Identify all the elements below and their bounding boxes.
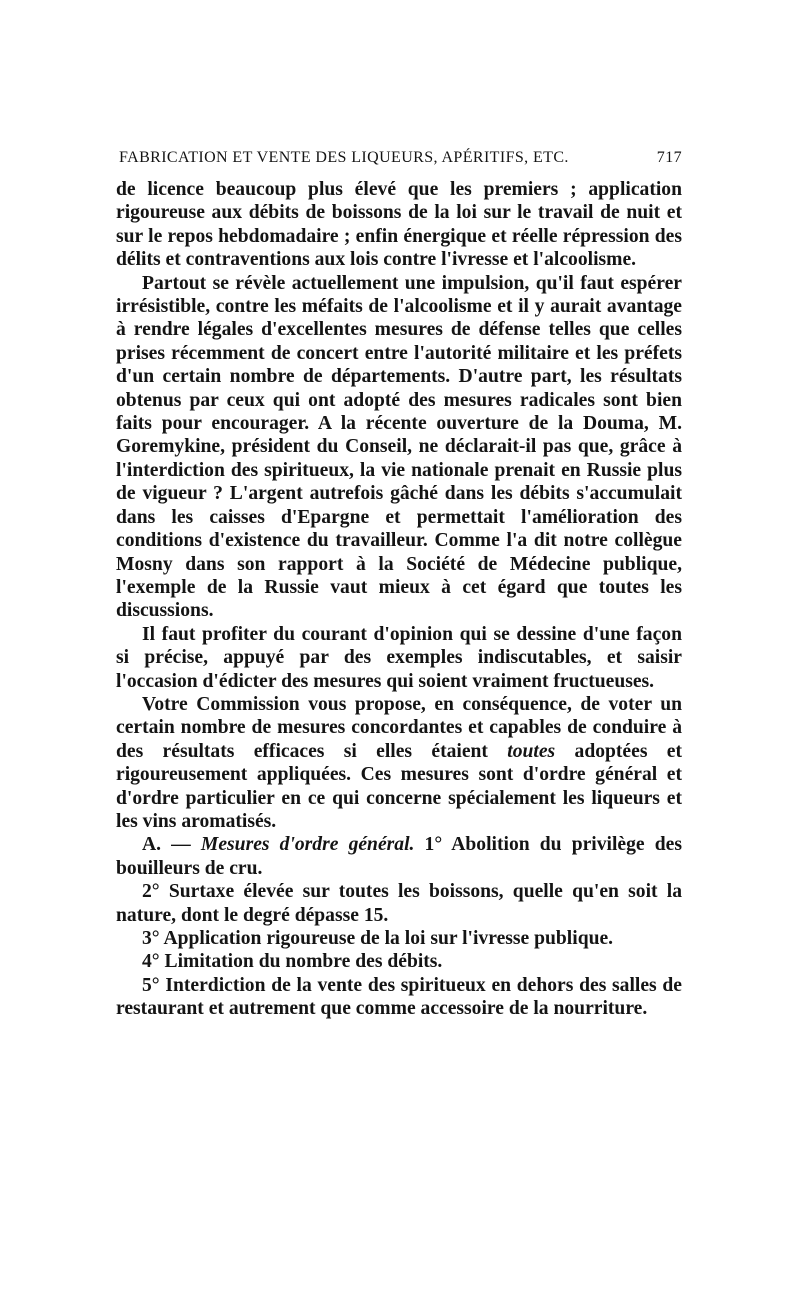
list-item-4: 4° Limitation du nombre des débits.	[142, 951, 443, 973]
paragraph-4	[116, 693, 682, 833]
book-page	[116, 148, 682, 1021]
section-label: A. —	[142, 834, 201, 856]
paragraph-1: de licence beaucoup plus élevé que les premiers ; application rigoureuse aux débits de boissons de la loi sur le travail de nuit et sur le repos hebdomadaire ; enfin énergique et réelle répression des délits et contraventions aux lois contre l'ivresse et l'alcoolisme.	[116, 179, 682, 271]
paragraph-4-emphasis: toutes	[507, 740, 556, 762]
body-text	[116, 178, 682, 1021]
section-heading: Mesures d'ordre général.	[200, 834, 415, 856]
paragraph-4-text-b: adoptées et rigoureusement appliquées. Ces mesures sont d'ordre général et d'ordre particulier en ce qui concerne spécialement les liqueurs et les vins aromatisés.	[116, 740, 682, 832]
list-item-5: 5° Interdiction de la vente des spiritueux en dehors des salles de restaurant et autrement que comme accessoire de la nourriture.	[116, 974, 682, 1020]
running-head	[119, 148, 682, 178]
running-title: FABRICATION ET VENTE DES LIQUEURS, APÉRITIFS, ETC.	[119, 149, 569, 166]
paragraph-5	[116, 833, 682, 880]
paragraph-3: Il faut profiter du courant d'opinion qui se dessine d'une façon si précise, appuyé par des exemples indiscutables, et saisir l'occasion d'édicter des mesures qui soient vraiment fructueuses.	[116, 623, 682, 692]
paragraph-2: Partout se révèle actuellement une impulsion, qu'il faut espérer irrésistible, contre les méfaits de l'alcoolisme et il y aurait avantage à rendre légales d'excellentes mesures de défense telles que celles prises récemment de concert entre l'autorité militaire et les préfets d'un certain nombre de départements. D'autre part, les résultats obtenus par ceux qui ont adopté des mesures radicales sont bien faits pour encourager. A la récente ouverture de la Douma, M. Goremykine, président du Conseil, ne déclarait-il pas que, grâce à l'interdiction des spiritueux, la vie nationale prenait en Russie plus de vigueur ? L'argent autrefois gâché dans les débits s'accumulait dans les caisses d'Epargne et permettait l'amélioration des conditions d'existence du travailleur. Comme l'a dit notre collègue Mosny dans son rapport à la Société de Médecine publique, l'exemple de la Russie vaut mieux à cet égard que toutes les discussions.	[116, 272, 682, 622]
list-item-2: 2° Surtaxe élevée sur toutes les boissons, quelle qu'en soit la nature, dont le degré dépasse 15.	[116, 881, 682, 926]
list-item-3: 3° Application rigoureuse de la loi sur l'ivresse publique.	[142, 928, 614, 949]
list-item-1: 1° Abolition du privilège des bouilleurs de cru.	[116, 834, 682, 879]
page-number: 717	[656, 149, 682, 166]
paragraph-4-text-a: Votre Commission vous propose, en conséquence, de voter un certain nombre de mesures concordantes et capables de conduire à des résultats efficaces si elles étaient	[116, 693, 682, 762]
